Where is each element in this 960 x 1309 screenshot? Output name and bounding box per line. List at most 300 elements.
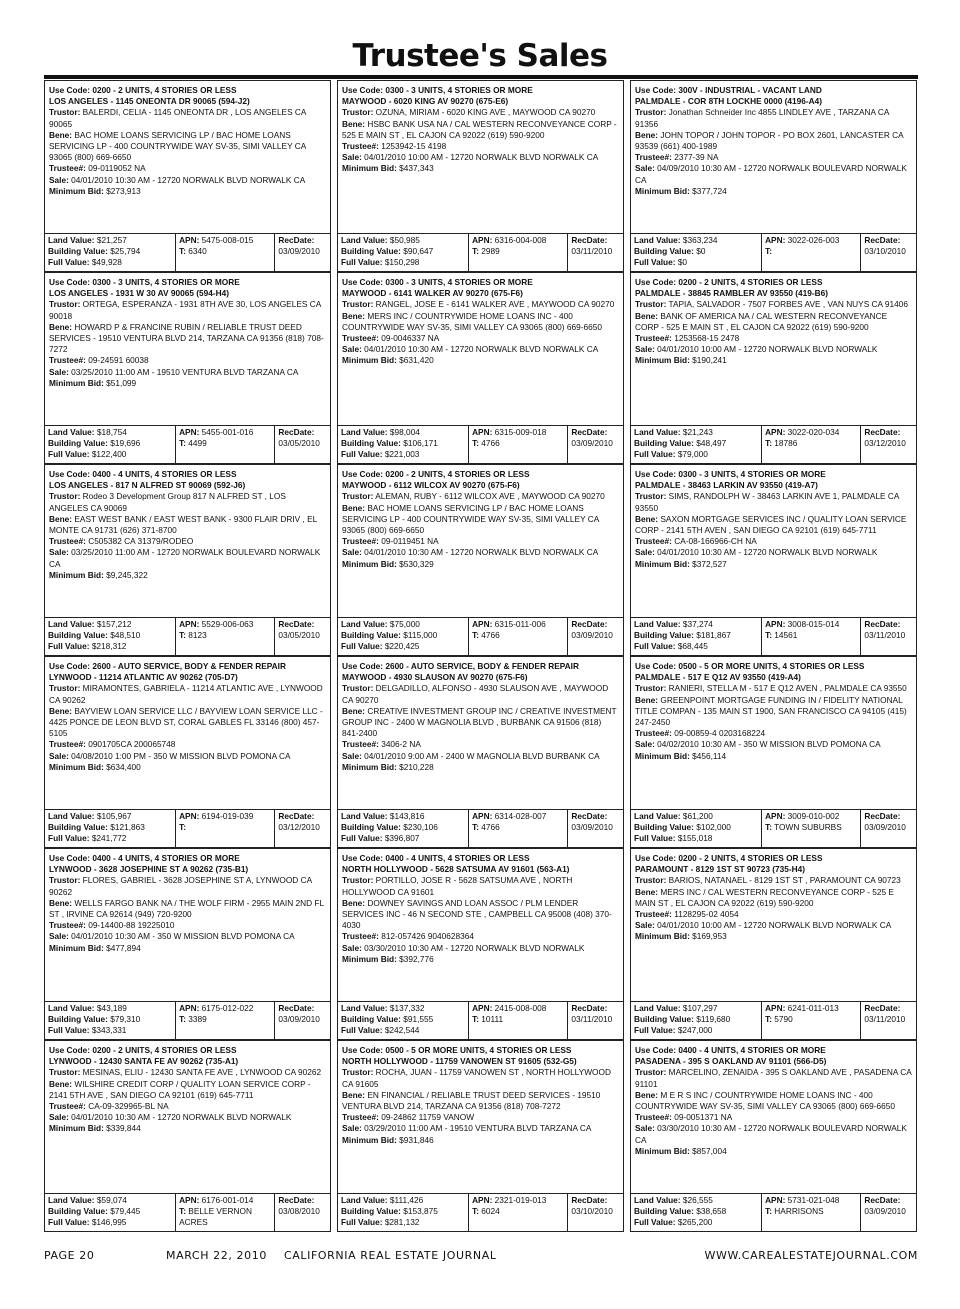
building-value-label: Building Value: <box>341 1014 401 1025</box>
bene-line <box>49 898 326 920</box>
listing-card <box>630 464 917 656</box>
sale-value: 04/01/2010 10:30 AM - 12720 NORWALK BLVD NORWALK <box>71 1112 292 1123</box>
bene-line <box>342 1090 619 1112</box>
trustee-label: Trustee#: <box>635 333 672 344</box>
property-address: PALMDALE - COR 8TH LOCKHE 0000 (4196-A4) <box>635 96 823 107</box>
min-bid-line <box>342 954 619 965</box>
full-value-line <box>634 833 758 844</box>
trustee-value: 09-14400-88 19225010 <box>88 920 175 931</box>
use-code: Use Code: 300V - INDUSTRIAL - VACANT LAND <box>635 85 822 95</box>
apn-value: 6175-012-022 <box>201 1003 254 1013</box>
apn-label: APN: <box>472 1195 493 1205</box>
building-value-label: Building Value: <box>341 1206 401 1217</box>
sale-line <box>635 547 912 558</box>
apn-cell <box>175 426 274 463</box>
min-bid-label: Minimum Bid: <box>635 931 690 942</box>
building-value-line <box>48 438 172 449</box>
apn-line <box>765 1195 857 1206</box>
sale-line <box>342 547 619 558</box>
trustor-line <box>49 683 326 705</box>
apn-value: 3022-020-034 <box>787 427 840 437</box>
apn-value: 5455-001-016 <box>201 427 254 437</box>
recdate-label: RecDate: <box>571 235 608 245</box>
trustor-value: BARIOS, NATANAEL - 8129 1ST ST , PARAMOUNT CA 90723 <box>668 875 901 886</box>
bene-line <box>635 311 912 333</box>
full-value-line <box>341 257 465 268</box>
recdate-cell <box>274 234 330 271</box>
full-value-label: Full Value: <box>48 1025 90 1036</box>
use-code: Use Code: 0500 - 5 OR MORE UNITS, 4 STORIES OR LESS <box>635 661 865 671</box>
tract-line <box>472 822 564 833</box>
use-code: Use Code: 0200 - 2 UNITS, 4 STORIES OR LESS <box>49 1045 237 1055</box>
min-bid-value: $210,228 <box>399 761 434 772</box>
use-code: Use Code: 0400 - 4 UNITS, 4 STORIES OR LESS <box>342 853 530 863</box>
land-value: $137,332 <box>389 1003 425 1013</box>
tract-line <box>179 822 271 833</box>
land-value: $37,274 <box>682 619 713 629</box>
trustee-line <box>49 739 326 750</box>
full-value-label: Full Value: <box>634 449 676 460</box>
full-value-line <box>634 641 758 652</box>
tract-value: 14561 <box>774 630 798 641</box>
trustee-line <box>49 1101 326 1112</box>
recdate-label: RecDate: <box>571 811 608 821</box>
trustee-label: Trustee#: <box>635 1112 672 1123</box>
min-bid-line <box>635 186 912 197</box>
trustor-line <box>635 1067 912 1089</box>
apn-value: 5529-006-063 <box>201 619 254 629</box>
sale-line <box>49 175 326 186</box>
sale-value: 03/25/2010 11:00 AM - 12720 NORWALK BOULEVARD NORWALK CA <box>49 547 321 569</box>
trustor-label: Trustor: <box>635 299 667 310</box>
trustor-line <box>635 107 912 129</box>
min-bid-label: Minimum Bid: <box>49 1123 104 1134</box>
apn-cell <box>468 810 567 847</box>
tract-line <box>765 1206 857 1217</box>
building-value-line <box>341 246 465 257</box>
valuation-table <box>631 1193 916 1231</box>
building-value-line <box>341 822 465 833</box>
min-bid-label: Minimum Bid: <box>342 1134 397 1145</box>
recdate-label: RecDate: <box>278 811 315 821</box>
sale-value: 04/01/2010 9:00 AM - 2400 W MAGNOLIA BLVD BURBANK CA <box>364 750 600 761</box>
property-address: MAYWOOD - 6020 KING AV 90270 (675-E6) <box>342 96 509 107</box>
property-address: LOS ANGELES - 1145 ONEONTA DR 90065 (594-J2) <box>49 96 250 107</box>
valuation-table <box>631 809 916 847</box>
listing-card <box>337 80 624 272</box>
listing-details <box>631 849 916 999</box>
trustee-value: CA-09-329965-BL NA <box>88 1101 169 1112</box>
apn-label: APN: <box>179 811 200 821</box>
land-value-label: Land Value: <box>48 1003 95 1013</box>
bene-value: HSBC BANK USA NA / CAL WESTERN RECONVEYANCE CORP - 525 E MAIN ST , EL CAJON CA 92022 (619) 590-9200 <box>342 118 617 140</box>
tract-label: T: <box>179 438 186 449</box>
building-value: $90,647 <box>403 246 434 257</box>
recdate-value: 03/09/2010 <box>571 630 613 641</box>
tract-value: BELLE VERNON ACRES <box>179 1206 252 1228</box>
apn-cell <box>468 618 567 655</box>
bene-value: JOHN TOPOR / JOHN TOPOR - PO BOX 2601, LANCASTER CA 93539 (661) 400-1989 <box>635 129 904 152</box>
tract-value: 4499 <box>188 438 207 449</box>
recdate-value: 03/09/2010 <box>864 1206 906 1217</box>
min-bid-line <box>342 762 619 773</box>
use-code: Use Code: 2600 - AUTO SERVICE, BODY & FENDER REPAIR <box>49 661 286 671</box>
building-value: $153,875 <box>403 1206 438 1217</box>
values-cell <box>45 1002 175 1039</box>
trustee-value: 1253568-15 2478 <box>674 333 740 344</box>
property-address: MAYWOOD - 6141 WALKER AV 90270 (675-F6) <box>342 288 523 299</box>
tract-line <box>765 246 857 257</box>
apn-label: APN: <box>765 1003 786 1013</box>
apn-value: 6315-009-018 <box>494 427 547 437</box>
building-value-line <box>634 1206 758 1217</box>
values-cell <box>45 1194 175 1231</box>
values-cell <box>45 234 175 271</box>
trustor-label: Trustor: <box>635 875 667 886</box>
building-value-line <box>341 630 465 641</box>
land-value: $143,816 <box>389 811 425 821</box>
min-bid-value: $477,894 <box>106 942 141 953</box>
bene-value: BANK OF AMERICA NA / CAL WESTERN RECONVEYANCE CORP - 525 E MAIN ST , EL CAJON CA 92022 (619) 590-9200 <box>635 310 888 332</box>
trustee-label: Trustee#: <box>635 728 672 739</box>
sale-line <box>342 152 619 163</box>
full-value-line <box>48 641 172 652</box>
building-value-label: Building Value: <box>634 1206 694 1217</box>
full-value: $122,400 <box>91 449 127 460</box>
land-value-label: Land Value: <box>48 427 95 437</box>
land-value-label: Land Value: <box>634 1195 681 1205</box>
apn-line <box>472 619 564 630</box>
building-value-label: Building Value: <box>48 246 108 257</box>
land-value: $157,212 <box>96 619 132 629</box>
listing-details <box>631 81 916 231</box>
land-value: $26,555 <box>682 1195 713 1205</box>
valuation-table <box>45 1193 330 1231</box>
tract-line <box>472 630 564 641</box>
trustee-value: 09-0046337 NA <box>381 333 440 344</box>
full-value-label: Full Value: <box>48 449 90 460</box>
building-value: $119,680 <box>696 1014 731 1025</box>
recdate-label: RecDate: <box>571 1003 608 1013</box>
use-code: Use Code: 0300 - 3 UNITS, 4 STORIES OR MORE <box>342 85 533 95</box>
bene-value: BAYVIEW LOAN SERVICE LLC / BAYVIEW LOAN SERVICE LLC - 4425 PONCE DE LEON BLVD ST, CORAL GABLES FL 33146 (800) 457-5105 <box>49 705 323 739</box>
full-value-line <box>634 449 758 460</box>
full-value: $242,544 <box>384 1025 420 1036</box>
bene-label: Bene: <box>635 129 659 140</box>
sale-label: Sale: <box>49 1112 69 1123</box>
full-value: $146,995 <box>91 1217 127 1228</box>
min-bid-value: $372,527 <box>692 558 727 569</box>
issue-date: MARCH 22, 2010 <box>166 1249 267 1262</box>
trustee-line <box>342 739 619 750</box>
building-value: $91,555 <box>403 1014 434 1025</box>
property-address: NORTH HOLLYWOOD - 11759 VANOWEN ST 91605 (532-G5) <box>342 1056 577 1067</box>
apn-cell <box>468 1194 567 1231</box>
building-value-label: Building Value: <box>634 438 694 449</box>
building-value-label: Building Value: <box>634 822 694 833</box>
building-value-line <box>634 438 758 449</box>
bene-line <box>49 130 326 164</box>
recdate-value: 03/12/2010 <box>864 438 906 449</box>
listings-grid <box>44 80 918 1232</box>
min-bid-label: Minimum Bid: <box>49 377 104 388</box>
sale-value: 03/30/2010 10:30 AM - 12720 NORWALK BOULEVARD NORWALK CA <box>635 1123 907 1145</box>
land-value-line <box>341 1003 465 1014</box>
listing-details <box>338 1041 623 1191</box>
values-cell <box>45 810 175 847</box>
trustor-value: BALERDI, CELIA - 1145 ONEONTA DR , LOS ANGELES CA 90065 <box>49 107 307 129</box>
values-cell <box>631 1194 761 1231</box>
apn-line <box>472 427 564 438</box>
property-address: MAYWOOD - 6112 WILCOX AV 90270 (675-F6) <box>342 480 520 491</box>
sale-line <box>49 931 326 942</box>
land-value-line <box>634 235 758 246</box>
trustor-value: ORTEGA, ESPERANZA - 1931 8TH AVE 30, LOS ANGELES CA 90018 <box>49 299 321 321</box>
recdate-label: RecDate: <box>864 427 901 437</box>
tract-value: 10111 <box>481 1014 504 1025</box>
recdate-cell <box>567 426 623 463</box>
apn-label: APN: <box>472 427 493 437</box>
bene-label: Bene: <box>342 310 366 321</box>
sale-value: 04/01/2010 10:30 AM - 12720 NORWALK BLVD NORWALK CA <box>71 174 306 185</box>
listing-details <box>631 657 916 807</box>
recdate-cell <box>860 234 916 271</box>
valuation-table <box>631 233 916 271</box>
full-value: $221,003 <box>384 449 420 460</box>
building-value-line <box>48 822 172 833</box>
apn-cell <box>761 618 860 655</box>
sale-label: Sale: <box>49 931 69 942</box>
tract-value: 3389 <box>188 1014 207 1025</box>
bene-line <box>635 695 912 729</box>
building-value-line <box>341 1206 465 1217</box>
bene-value: DOWNEY SAVINGS AND LOAN ASSOC / PLM LENDER SERVICES INC - 46 N SECOND STE , CAMPBELL CA 95008 (408) 370-4030 <box>342 897 612 931</box>
full-value: $241,772 <box>91 833 127 844</box>
apn-cell <box>761 234 860 271</box>
apn-label: APN: <box>472 811 493 821</box>
building-value: $19,696 <box>110 438 141 449</box>
building-value-label: Building Value: <box>48 1014 108 1025</box>
full-value: $281,132 <box>384 1217 420 1228</box>
sale-line <box>49 367 326 378</box>
trustee-line <box>49 163 326 174</box>
building-value: $25,794 <box>110 246 141 257</box>
journal-name: CALIFORNIA REAL ESTATE JOURNAL <box>284 1249 497 1262</box>
building-value-label: Building Value: <box>341 822 401 833</box>
apn-label: APN: <box>765 427 786 437</box>
full-value: $68,445 <box>677 641 708 652</box>
trustor-label: Trustor: <box>49 107 81 118</box>
sale-label: Sale: <box>635 739 655 750</box>
listing-card <box>44 464 331 656</box>
listing-details <box>45 273 330 423</box>
min-bid-value: $51,099 <box>106 377 137 388</box>
land-value-line <box>48 427 172 438</box>
min-bid-value: $634,400 <box>106 761 141 772</box>
trustee-value: 09-00859-4 0203168224 <box>674 728 766 739</box>
min-bid-label: Minimum Bid: <box>342 355 397 366</box>
min-bid-label: Minimum Bid: <box>635 185 690 196</box>
tract-line <box>472 246 564 257</box>
bene-line <box>635 130 912 152</box>
full-value: $218,312 <box>91 641 127 652</box>
sale-line <box>342 943 619 954</box>
bene-value: EAST WEST BANK / EAST WEST BANK - 9300 FLAIR DRIV , EL MONTE CA 91731 (626) 371-8700 <box>49 513 317 536</box>
sale-label: Sale: <box>49 366 69 377</box>
use-code: Use Code: 0300 - 3 UNITS, 4 STORIES OR MORE <box>342 277 533 287</box>
trustor-line <box>342 107 619 118</box>
recdate-label: RecDate: <box>278 1195 315 1205</box>
trustee-label: Trustee#: <box>635 152 672 163</box>
building-value: $0 <box>696 246 706 257</box>
tract-line <box>179 246 271 257</box>
trustor-line <box>342 299 619 310</box>
recdate-label: RecDate: <box>278 619 315 629</box>
values-cell <box>338 1002 468 1039</box>
trustor-line <box>342 875 619 897</box>
full-value-label: Full Value: <box>341 1025 383 1036</box>
min-bid-value: $377,724 <box>692 185 727 196</box>
full-value: $150,298 <box>384 257 420 268</box>
min-bid-line <box>49 570 326 581</box>
trustor-label: Trustor: <box>49 683 81 694</box>
use-code: Use Code: 0200 - 2 UNITS, 4 STORIES OR LESS <box>635 277 823 287</box>
use-code: Use Code: 2600 - AUTO SERVICE, BODY & FENDER REPAIR <box>342 661 579 671</box>
bene-value: SAXON MORTGAGE SERVICES INC / QUALITY LOAN SERVICE CORP - 2141 5TH AVEN , SAN DIEGO CA 92101 (619) 645-7711 <box>635 513 907 536</box>
land-value-line <box>341 235 465 246</box>
trustor-label: Trustor: <box>49 875 81 886</box>
tract-value: TOWN SUBURBS <box>774 822 842 833</box>
land-value-label: Land Value: <box>341 235 388 245</box>
values-cell <box>338 618 468 655</box>
valuation-table <box>45 233 330 271</box>
trustor-value: Rodeo 3 Development Group 817 N ALFRED ST , LOS ANGELES CA 90069 <box>49 491 286 513</box>
valuation-table <box>631 617 916 655</box>
apn-label: APN: <box>765 619 786 629</box>
min-bid-label: Minimum Bid: <box>342 558 397 569</box>
sale-line <box>635 344 912 355</box>
listing-details <box>338 657 623 807</box>
full-value: $220,425 <box>384 641 420 652</box>
apn-value: 5731-021-048 <box>787 1195 840 1205</box>
trustee-line <box>342 1112 619 1123</box>
tract-label: T: <box>472 822 479 833</box>
recdate-value: 03/09/2010 <box>571 822 613 833</box>
building-value: $102,000 <box>696 822 731 833</box>
land-value-line <box>634 427 758 438</box>
valuation-table <box>338 425 623 463</box>
apn-cell <box>175 234 274 271</box>
trustor-line <box>49 875 326 897</box>
full-value-line <box>341 641 465 652</box>
recdate-value: 03/11/2010 <box>864 1014 906 1025</box>
min-bid-line <box>342 355 619 366</box>
building-value-label: Building Value: <box>634 630 694 641</box>
land-value: $105,967 <box>96 811 132 821</box>
use-code: Use Code: 0200 - 2 UNITS, 4 STORIES OR LESS <box>49 85 237 95</box>
trustee-value: CA-08-166966-CH NA <box>674 536 757 547</box>
listing-details <box>45 849 330 999</box>
bene-line <box>342 503 619 537</box>
building-value: $48,497 <box>696 438 727 449</box>
valuation-table <box>45 1001 330 1039</box>
land-value-line <box>341 1195 465 1206</box>
trustee-value: 09-24591 60038 <box>88 355 149 366</box>
page-footer <box>44 1249 918 1263</box>
trustor-value: MESINAS, ELIU - 12430 SANTA FE AVE , LYNWOOD CA 90262 <box>82 1067 322 1078</box>
min-bid-line <box>49 762 326 773</box>
trustee-line <box>49 355 326 366</box>
full-value-label: Full Value: <box>634 833 676 844</box>
land-value-label: Land Value: <box>634 811 681 821</box>
building-value-label: Building Value: <box>341 246 401 257</box>
use-code: Use Code: 0200 - 2 UNITS, 4 STORIES OR LESS <box>635 853 823 863</box>
bene-value: M E R S INC / COUNTRYWIDE HOME LOANS INC - 400 COUNTRYWIDE WAY SV-35, SIMI VALLEY CA 93065 (800) 669-6650 <box>635 1089 895 1112</box>
min-bid-line <box>342 559 619 570</box>
apn-value: 3008-015-014 <box>787 619 840 629</box>
sale-value: 03/25/2010 11:00 AM - 19510 VENTURA BLVD TARZANA CA <box>71 366 299 377</box>
sale-label: Sale: <box>49 547 69 558</box>
listing-card <box>630 80 917 272</box>
apn-label: APN: <box>765 811 786 821</box>
tract-value: 2989 <box>481 246 500 257</box>
min-bid-label: Minimum Bid: <box>49 942 104 953</box>
building-value: $48,510 <box>110 630 141 641</box>
trustee-label: Trustee#: <box>635 536 672 547</box>
recdate-value: 03/08/2010 <box>278 1206 320 1217</box>
sale-label: Sale: <box>342 1123 362 1134</box>
bene-value: BAC HOME LOANS SERVICING LP / BAC HOME LOANS SERVICING LP - 400 COUNTRYWIDE WAY SV-35, SIMI VALLEY CA 93065 (800) 669-6650 <box>49 129 306 163</box>
bene-line <box>49 514 326 536</box>
tract-label: T: <box>179 246 186 257</box>
min-bid-label: Minimum Bid: <box>342 953 397 964</box>
recdate-cell <box>860 1194 916 1231</box>
building-value-line <box>634 1014 758 1025</box>
full-value: $247,000 <box>677 1025 713 1036</box>
full-value-line <box>341 1025 465 1036</box>
sale-value: 04/01/2010 10:30 AM - 12720 NORWALK BLVD NORWALK CA <box>364 547 599 558</box>
trustor-value: OZUNA, MIRIAM - 6020 KING AVE , MAYWOOD CA 90270 <box>375 107 596 118</box>
min-bid-value: $530,329 <box>399 558 434 569</box>
full-value-line <box>48 1025 172 1036</box>
property-address: LYNWOOD - 11214 ATLANTIC AV 90262 (705-D7) <box>49 672 238 683</box>
min-bid-line <box>49 1123 326 1134</box>
bene-label: Bene: <box>342 897 366 908</box>
building-value-line <box>48 1206 172 1217</box>
tract-line <box>179 438 271 449</box>
apn-value: 2415-008-008 <box>494 1003 547 1013</box>
trustor-label: Trustor: <box>635 491 667 502</box>
sale-label: Sale: <box>49 750 69 761</box>
bene-line <box>635 1090 912 1112</box>
valuation-table <box>45 425 330 463</box>
values-cell <box>338 810 468 847</box>
full-value-label: Full Value: <box>341 641 383 652</box>
trustee-value: 1128295-02 4054 <box>674 909 739 920</box>
apn-cell <box>175 1002 274 1039</box>
use-code: Use Code: 0400 - 4 UNITS, 4 STORIES OR MORE <box>49 853 240 863</box>
full-value-line <box>48 833 172 844</box>
tract-value: 5790 <box>774 1014 793 1025</box>
trustee-label: Trustee#: <box>49 536 86 547</box>
full-value: $396,807 <box>384 833 420 844</box>
trustee-label: Trustee#: <box>342 1112 379 1123</box>
recdate-cell <box>274 618 330 655</box>
tract-value: 4766 <box>481 822 500 833</box>
trustor-label: Trustor: <box>342 683 374 694</box>
land-value: $111,426 <box>389 1195 424 1205</box>
trustor-line <box>635 683 912 694</box>
